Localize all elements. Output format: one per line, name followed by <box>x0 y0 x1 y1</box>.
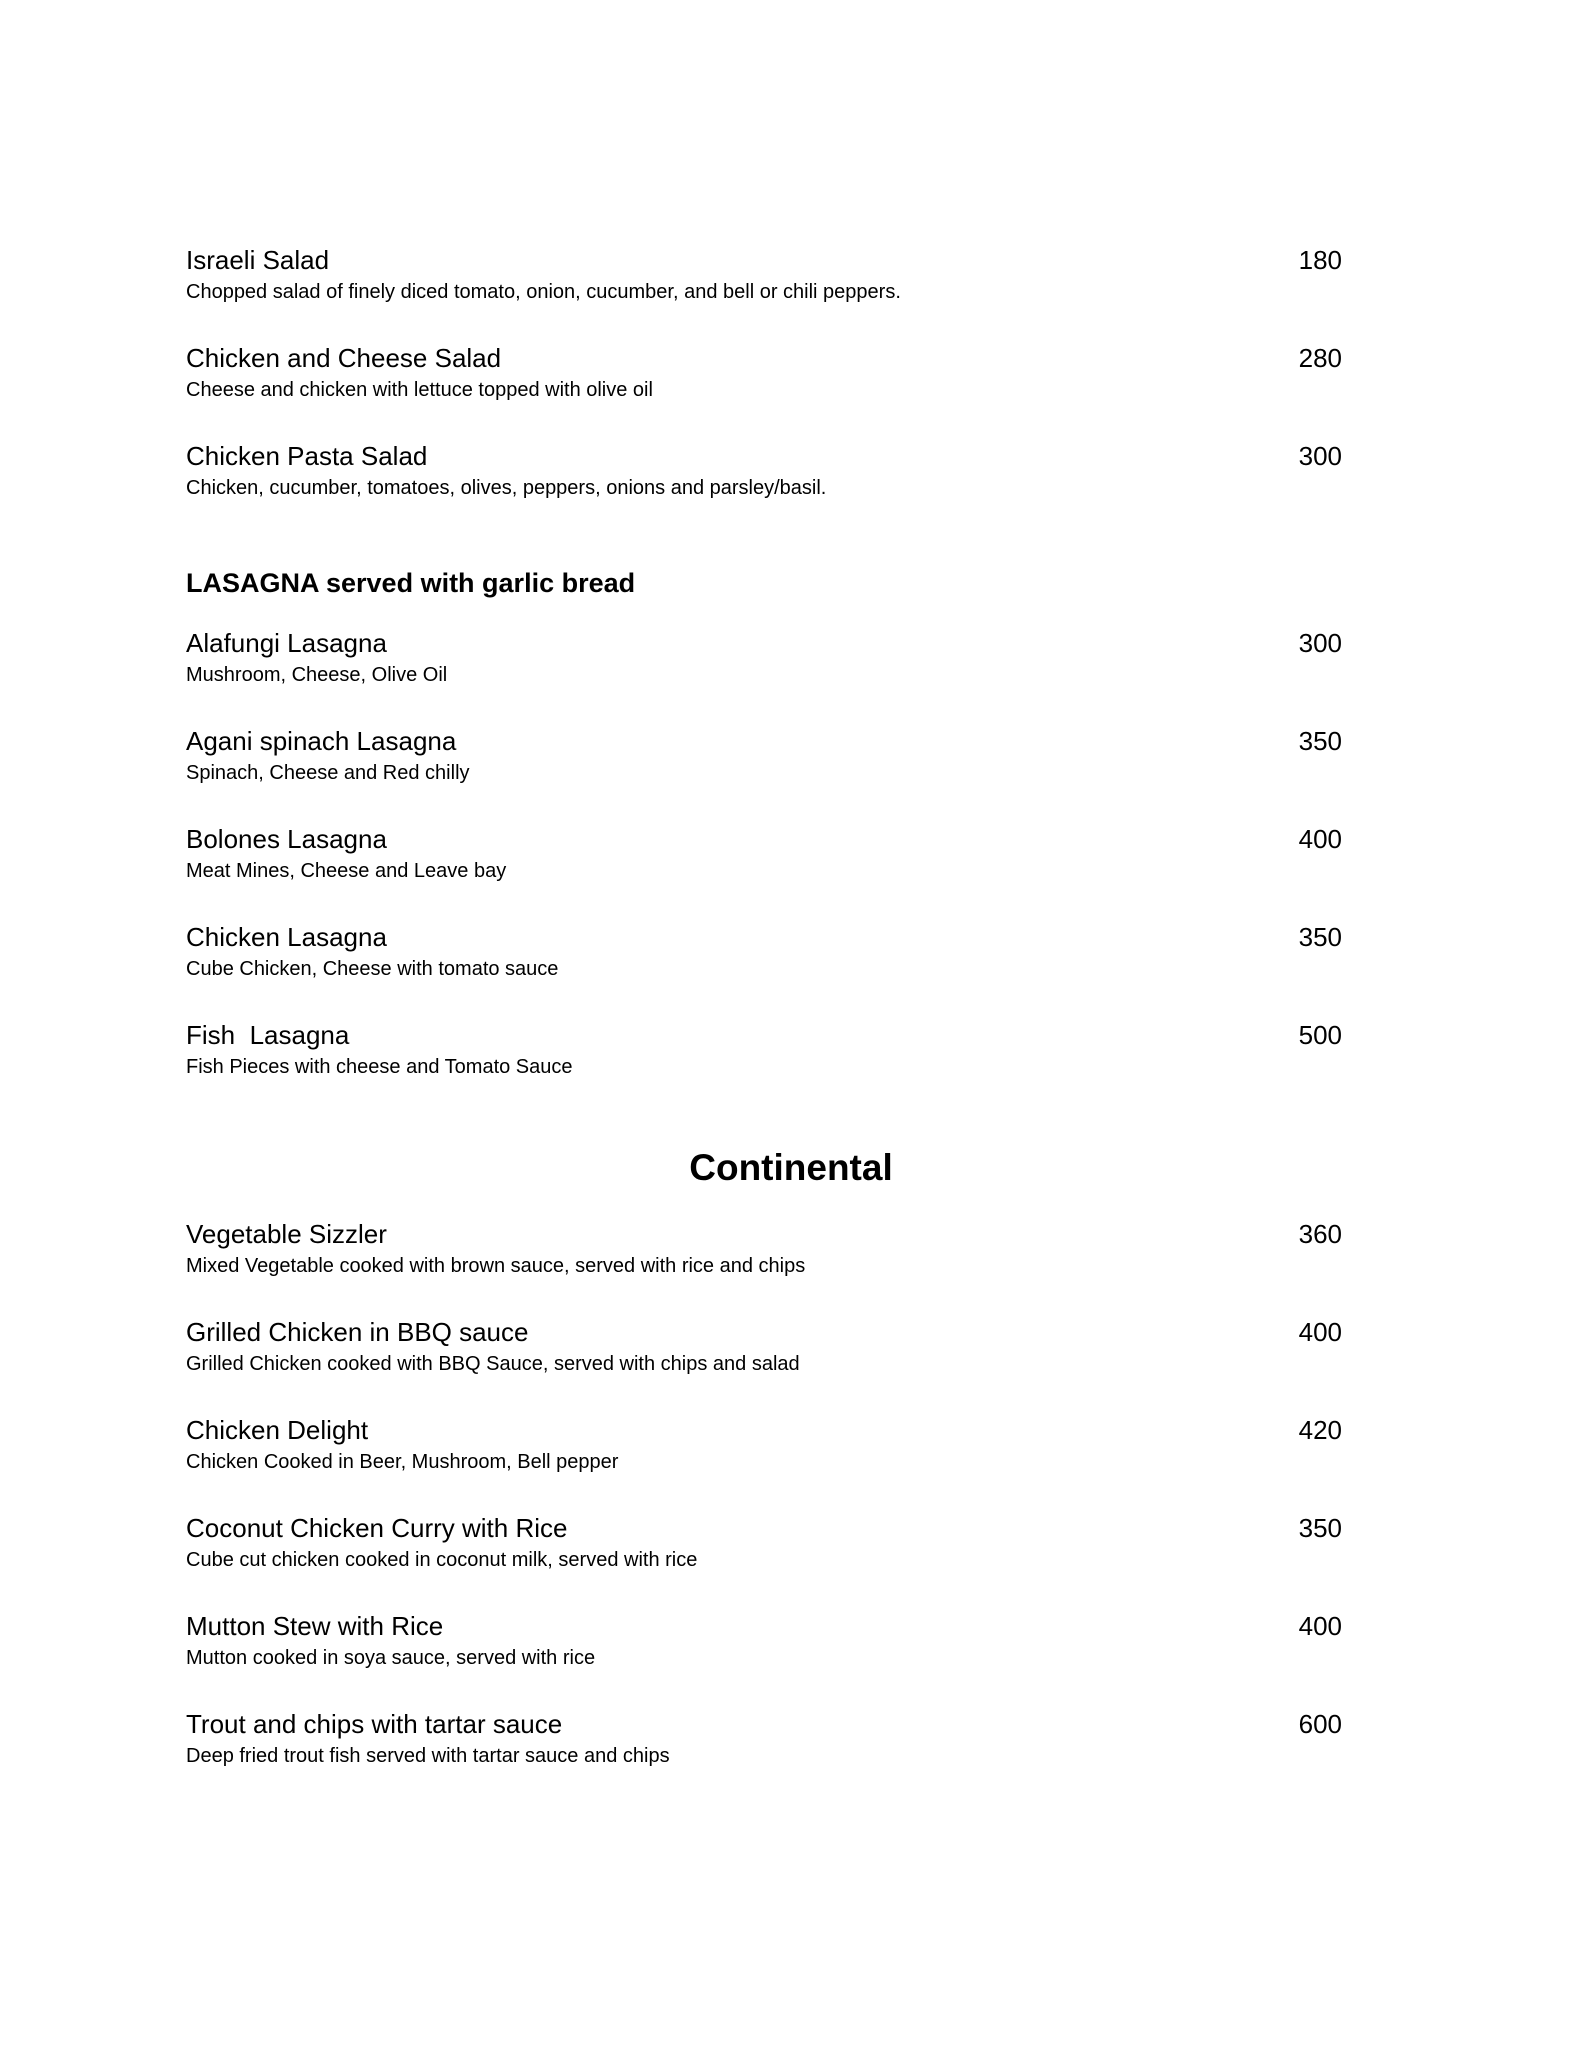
item-price: 350 <box>1298 726 1342 756</box>
item-name: Chicken and Cheese Salad <box>186 343 502 373</box>
item-price: 360 <box>1298 1219 1342 1249</box>
section-heading-lasagna: LASAGNA served with garlic bread <box>186 568 636 598</box>
item-price: 300 <box>1298 441 1342 471</box>
item-description: Cube Chicken, Cheese with tomato sauce <box>186 958 559 980</box>
item-description: Chopped salad of finely diced tomato, onion, cucumber, and bell or chili peppers. <box>186 281 901 303</box>
item-description: Mutton cooked in soya sauce, served with rice <box>186 1647 596 1669</box>
item-price: 400 <box>1298 1317 1342 1347</box>
item-name: Fish Lasagna <box>186 1020 350 1050</box>
item-description: Cube cut chicken cooked in coconut milk, served with rice <box>186 1549 698 1571</box>
item-description: Chicken, cucumber, tomatoes, olives, peppers, onions and parsley/basil. <box>186 477 827 499</box>
item-name: Trout and chips with tartar sauce <box>186 1709 563 1739</box>
item-description: Meat Mines, Cheese and Leave bay <box>186 860 507 882</box>
item-name: Bolones Lasagna <box>186 824 387 854</box>
item-name: Alafungi Lasagna <box>186 628 387 658</box>
item-name: Mutton Stew with Rice <box>186 1611 444 1641</box>
item-price: 600 <box>1298 1709 1342 1739</box>
item-name: Vegetable Sizzler <box>186 1219 387 1249</box>
item-price: 280 <box>1298 343 1342 373</box>
item-price: 420 <box>1298 1415 1342 1445</box>
item-price: 500 <box>1298 1020 1342 1050</box>
item-name: Grilled Chicken in BBQ sauce <box>186 1317 529 1347</box>
item-description: Fish Pieces with cheese and Tomato Sauce <box>186 1056 573 1078</box>
item-description: Spinach, Cheese and Red chilly <box>186 762 470 784</box>
item-description: Deep fried trout fish served with tartar sauce and chips <box>186 1745 670 1767</box>
item-description: Mushroom, Cheese, Olive Oil <box>186 664 448 686</box>
item-description: Chicken Cooked in Beer, Mushroom, Bell pepper <box>186 1451 619 1473</box>
item-price: 180 <box>1298 245 1342 275</box>
section-title-continental: Continental <box>689 1147 893 1188</box>
item-name: Coconut Chicken Curry with Rice <box>186 1513 568 1543</box>
item-price: 350 <box>1298 1513 1342 1543</box>
item-description: Grilled Chicken cooked with BBQ Sauce, served with chips and salad <box>186 1353 800 1375</box>
item-price: 300 <box>1298 628 1342 658</box>
item-description: Mixed Vegetable cooked with brown sauce, served with rice and chips <box>186 1255 806 1277</box>
item-price: 400 <box>1298 1611 1342 1641</box>
item-name: Chicken Pasta Salad <box>186 441 428 471</box>
item-name: Agani spinach Lasagna <box>186 726 457 756</box>
item-price: 400 <box>1298 824 1342 854</box>
item-name: Chicken Delight <box>186 1415 369 1445</box>
item-description: Cheese and chicken with lettuce topped with olive oil <box>186 379 653 401</box>
item-price: 350 <box>1298 922 1342 952</box>
item-name: Israeli Salad <box>186 245 330 275</box>
item-name: Chicken Lasagna <box>186 922 387 952</box>
